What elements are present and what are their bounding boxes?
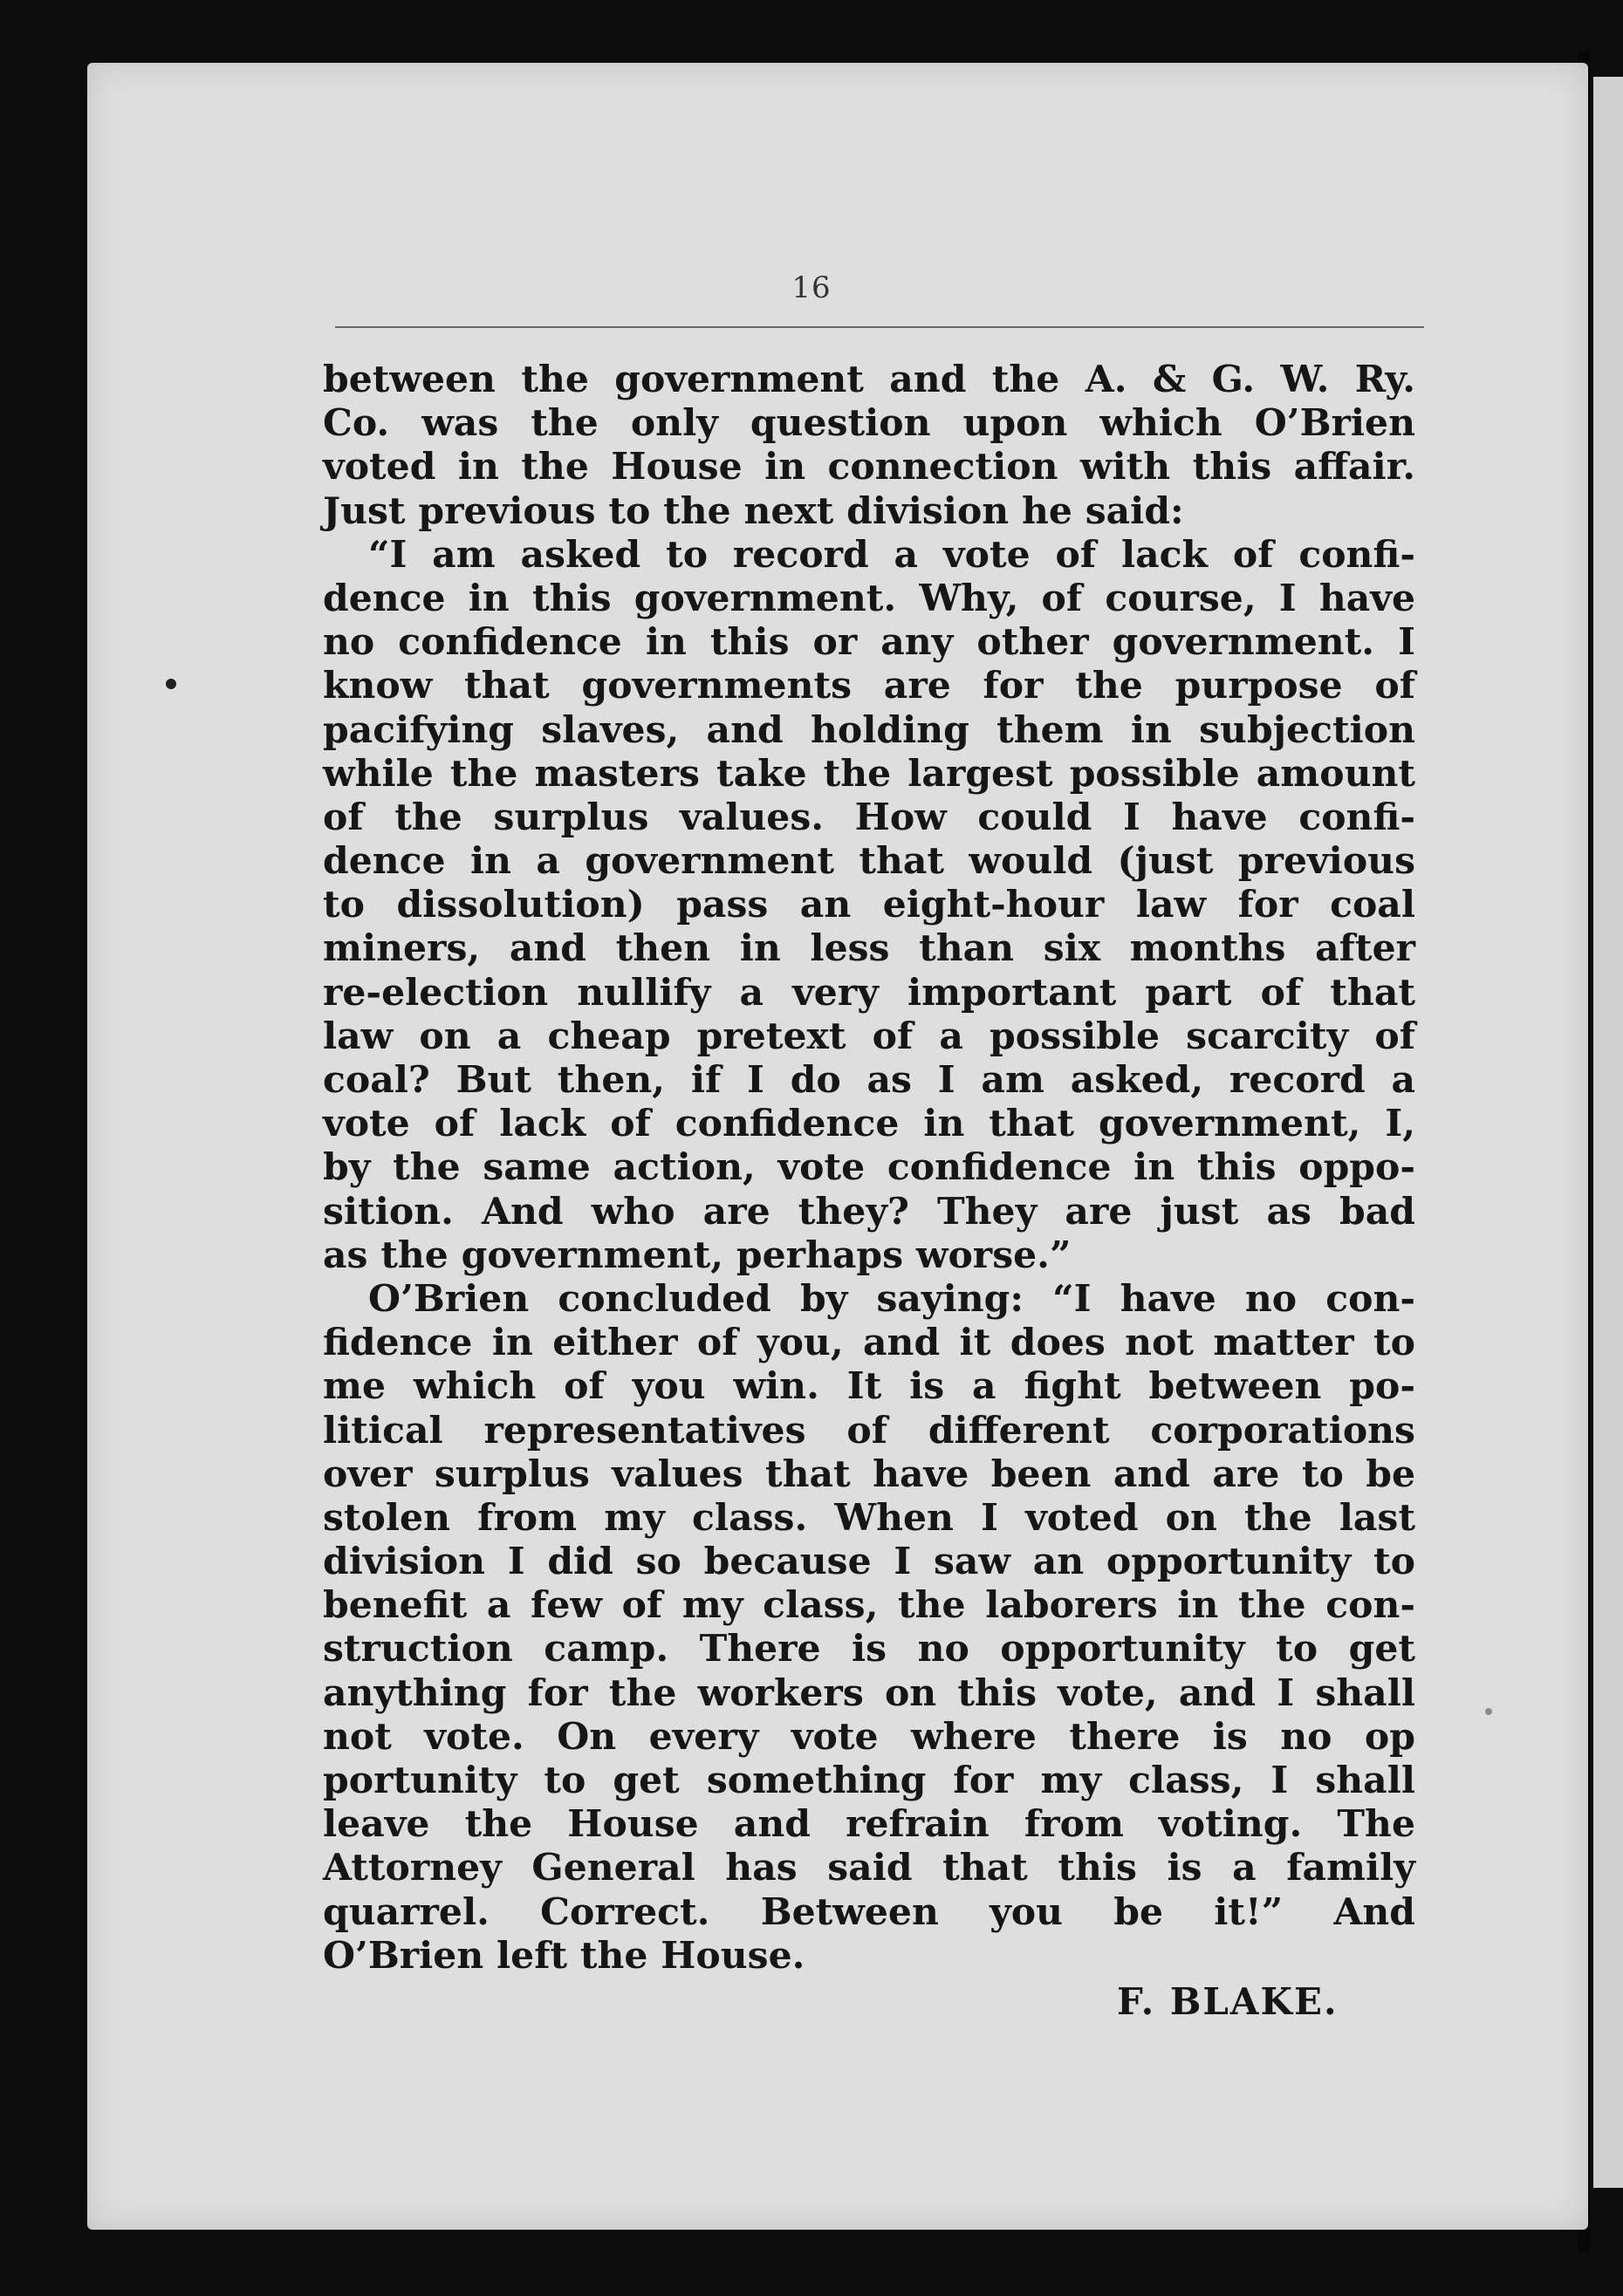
text-line: O’Brien concluded by saying: “I have no con- <box>368 1276 1415 1321</box>
text-line: quarrel. Correct. Between you be it!” And <box>323 1889 1415 1934</box>
text-line: sition. And who are they? They are just as bad <box>323 1189 1415 1233</box>
text-line: fidence in either of you, and it does not matter to <box>323 1321 1415 1365</box>
text-line: dence in this government. Why, of course, I have <box>323 576 1415 620</box>
body-text <box>323 358 1415 1978</box>
header-rule <box>335 326 1424 328</box>
text-line: re-election nullify a very important part of that <box>323 970 1415 1015</box>
text-line: division I did so because I saw an opportunity to <box>323 1540 1415 1584</box>
text-line: as the government, perhaps worse.” <box>323 1233 1072 1277</box>
text-line: anything for the workers on this vote, and I shall <box>323 1671 1415 1715</box>
text-line: benefit a few of my class, the laborers in the con- <box>323 1583 1415 1628</box>
text-line: while the masters take the largest possible amount <box>323 751 1415 796</box>
author-signature: F. BLAKE. <box>1117 1980 1339 2023</box>
text-line: leave the House and refrain from voting. The <box>323 1802 1415 1847</box>
adjacent-page-edge <box>1593 77 1623 2188</box>
text-line: not vote. On every vote where there is no op <box>323 1714 1415 1759</box>
text-line: miners, and then in less than six months after <box>323 926 1415 971</box>
text-line: Co. was the only question upon which O’Brien <box>323 401 1415 446</box>
text-line: stolen from my class. When I voted on the last <box>323 1495 1415 1540</box>
text-line: to dissolution) pass an eight-hour law for coal <box>323 883 1415 927</box>
text-line: law on a cheap pretext of a possible scarcity of <box>323 1014 1415 1058</box>
text-line: between the government and the A. & G. W. Ry. <box>323 358 1415 401</box>
text-line: no confidence in this or any other government. I <box>323 620 1415 665</box>
text-line: portunity to get something for my class, I shall <box>323 1759 1415 1802</box>
text-line: me which of you win. It is a fight between po- <box>323 1364 1415 1409</box>
text-line: over surplus values that have been and are to be <box>323 1452 1415 1496</box>
text-line: “I am asked to record a vote of lack of confi- <box>368 532 1415 577</box>
text-line: voted in the House in connection with this affair. <box>323 445 1415 489</box>
page-number: 16 <box>791 270 832 305</box>
text-line: O’Brien left the House. <box>323 1933 805 1978</box>
text-line: Attorney General has said that this is a family <box>323 1846 1415 1890</box>
ink-speck <box>1485 1708 1492 1715</box>
text-line: struction camp. There is no opportunity to get <box>323 1627 1415 1671</box>
text-line: Just previous to the next division he said: <box>323 489 1184 533</box>
text-line: litical representatives of different corporations <box>323 1408 1415 1452</box>
text-line: by the same action, vote confidence in this oppo- <box>323 1145 1415 1190</box>
text-line: know that governments are for the purpose of <box>323 664 1415 708</box>
text-line: vote of lack of confidence in that government, I, <box>323 1102 1415 1146</box>
text-line: of the surplus values. How could I have confi- <box>323 795 1415 839</box>
text-line: pacifying slaves, and holding them in subjection <box>323 707 1415 752</box>
text-line: dence in a government that would (just previous <box>323 839 1415 884</box>
ink-speck <box>166 679 176 689</box>
text-line: coal? But then, if I do as I am asked, record a <box>323 1058 1415 1102</box>
